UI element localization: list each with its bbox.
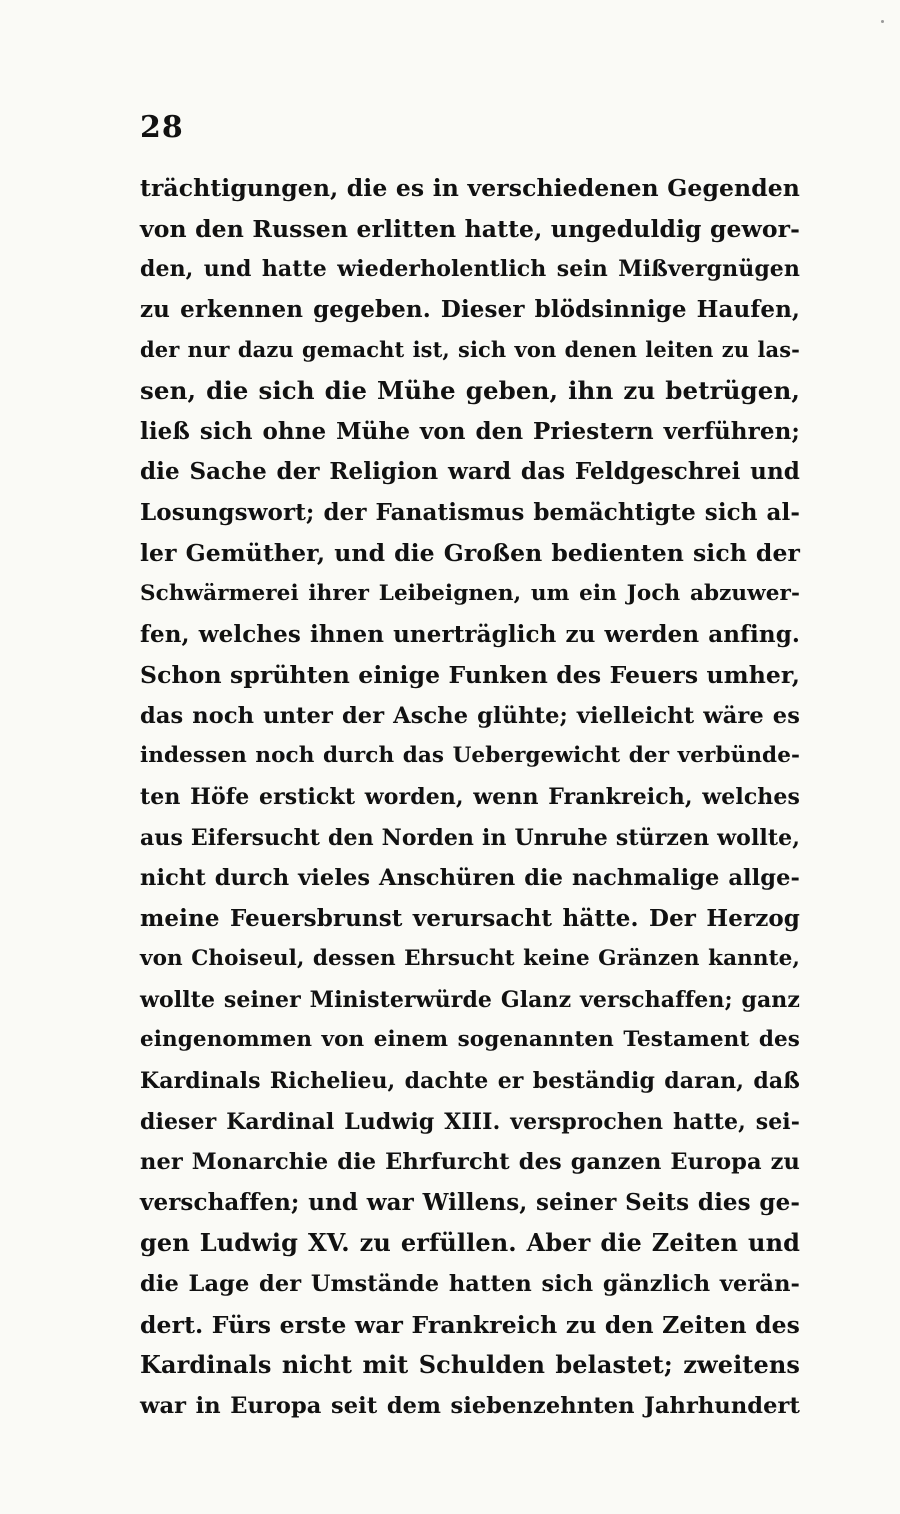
text-line: von den Russen erlitten hatte, ungeduldig gewor-	[140, 214, 800, 243]
text-line: dert. Fürs erste war Frankreich zu den Zeiten des	[140, 1310, 800, 1339]
text-line: meine Feuersbrunst verursacht hätte. Der Herzog	[140, 904, 800, 932]
text-line: wollte seiner Ministerwürde Glanz verschaffen; ganz	[140, 986, 800, 1013]
text-line: verschaffen; und war Willens, seiner Seits dies ge-	[140, 1188, 800, 1216]
text-line: Kardinals Richelieu, dachte er beständig daran, daß	[140, 1068, 800, 1095]
text-line: der nur dazu gemacht ist, sich von denen leiten zu las-	[140, 337, 800, 363]
text-line: den, und hatte wiederholentlich sein Mißvergnügen	[140, 256, 800, 283]
text-line: das noch unter der Asche glühte; vielleicht wäre es	[140, 702, 800, 729]
text-line: sen, die sich die Mühe geben, ihn zu betrügen,	[140, 375, 800, 405]
text-line: gen Ludwig XV. zu erfüllen. Aber die Zeiten und	[140, 1228, 800, 1258]
text-line: trächtigungen, die es in verschiedenen Gegenden	[140, 174, 800, 202]
text-line: fen, welches ihnen unerträglich zu werden anfing.	[140, 620, 800, 648]
text-line: die Lage der Umstände hatten sich gänzlich verän-	[140, 1271, 800, 1298]
page-number: 28	[140, 110, 184, 145]
text-line: von Choiseul, dessen Ehrsucht keine Gränzen kannte,	[140, 946, 800, 972]
text-line: ließ sich ohne Mühe von den Priestern verführen;	[140, 417, 800, 445]
text-line: die Sache der Religion ward das Feldgeschrei und	[140, 458, 800, 486]
text-line: ten Höfe erstickt worden, wenn Frankreich, welches	[140, 783, 800, 810]
text-line: dieser Kardinal Ludwig XIII. versprochen hatte, sei-	[140, 1108, 800, 1135]
text-line: Kardinals nicht mit Schulden belastet; zweitens	[140, 1350, 800, 1380]
text-line: eingenommen von einem sogenannten Testament des	[140, 1027, 800, 1053]
text-line: ner Monarchie die Ehrfurcht des ganzen Europa zu	[140, 1149, 800, 1176]
text-line: Schon sprühten einige Funken des Feuers umher,	[140, 661, 800, 690]
paper-speck	[881, 20, 884, 23]
text-line: war in Europa seit dem siebenzehnten Jahrhundert	[140, 1392, 800, 1419]
text-line: indessen noch durch das Uebergewicht der verbünde-	[140, 743, 800, 769]
body-text	[140, 168, 800, 1426]
text-line: aus Eifersucht den Norden in Unruhe stürzen wollte,	[140, 824, 800, 851]
text-line: Losungswort; der Fanatismus bemächtigte sich al-	[140, 498, 800, 526]
text-line: nicht durch vieles Anschüren die nachmalige allge-	[140, 865, 800, 892]
text-line: Schwärmerei ihrer Leibeignen, um ein Joch abzuwer-	[140, 580, 800, 606]
text-line: ler Gemüther, und die Großen bedienten sich der	[140, 539, 800, 568]
text-line: zu erkennen gegeben. Dieser blödsinnige Haufen,	[140, 295, 800, 323]
